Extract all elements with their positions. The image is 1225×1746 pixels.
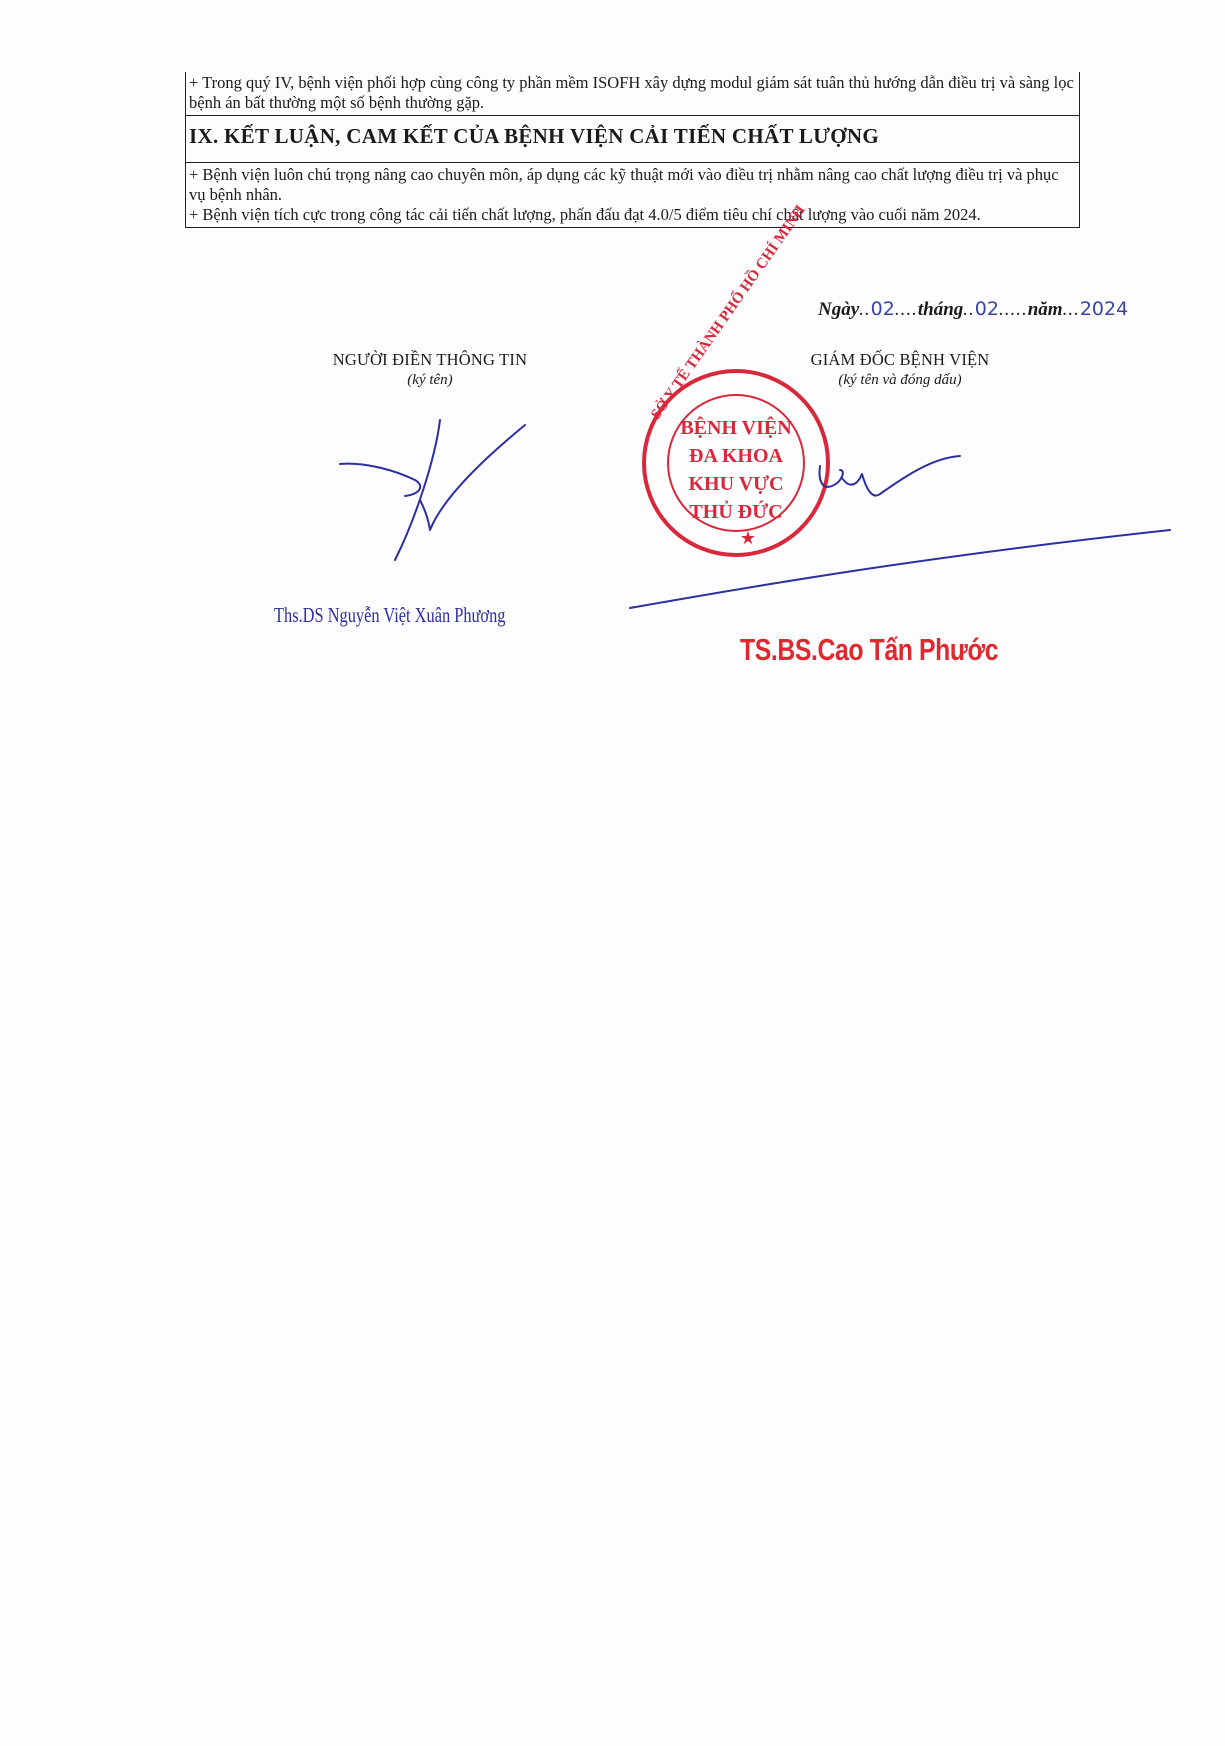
stamp-line-1: BỆNH VIỆN — [680, 417, 792, 439]
date-month-label: tháng — [917, 299, 964, 320]
director-note: (ký tên và đóng dấu) — [838, 372, 962, 388]
preparer-note: (ký tên) — [407, 372, 453, 388]
section-9-heading: IX. KẾT LUẬN, CAM KẾT CỦA BỆNH VIỆN CẢI TIẾN CHẤT LƯỢNG — [186, 115, 1079, 162]
hospital-stamp — [644, 201, 828, 555]
director-name: TS.BS.Cao Tấn Phước — [740, 632, 999, 667]
section-8-line-1: + Trong quý IV, bệnh viện phối hợp cùng công ty phần mềm ISOFH xây dựng modul giám sát tuân thủ hướng dẫn điều trị và sàng lọc bệnh án bất thường một số bệnh thường gặp. — [189, 73, 1074, 112]
preparer-role: NGƯỜI ĐIỀN THÔNG TIN — [332, 350, 528, 369]
section-9-line-2: + Bệnh viện tích cực trong công tác cải tiến chất lượng, phấn đấu đạt 4.0/5 điểm tiêu chí chất lượng vào cuối năm 2024. — [189, 205, 981, 224]
stamp-star-icon: ★ — [739, 528, 757, 548]
preparer-name: Ths.DS Nguyễn Việt Xuân Phương — [274, 603, 506, 627]
stamp-line-2: ĐA KHOA — [689, 445, 783, 467]
stamp-line-4: THỦ ĐỨC — [689, 501, 783, 523]
date-year-label: năm — [1027, 299, 1063, 320]
date-line: Ngày..02....tháng..02.....năm...2024 — [818, 298, 1129, 320]
date-day-label: Ngày — [818, 299, 860, 320]
stamp-ring-text: SỞ Y TẾ THÀNH PHỐ HỒ CHÍ MINH — [648, 202, 809, 423]
stamp-line-3: KHU VỰC — [688, 473, 784, 495]
date-month-value: 02 — [974, 298, 999, 320]
director-role: GIÁM ĐỐC BỆNH VIỆN — [810, 350, 990, 369]
date-day-value: 02 — [870, 298, 895, 320]
section-9-line-1: + Bệnh viện luôn chú trọng nâng cao chuyên môn, áp dụng các kỹ thuật mới vào điều trị nhằm nâng cao chất lượng điều trị và phục vụ bệnh nhân. — [189, 165, 1059, 204]
date-year-value: 2024 — [1079, 298, 1129, 320]
preparer-signature — [340, 420, 525, 560]
